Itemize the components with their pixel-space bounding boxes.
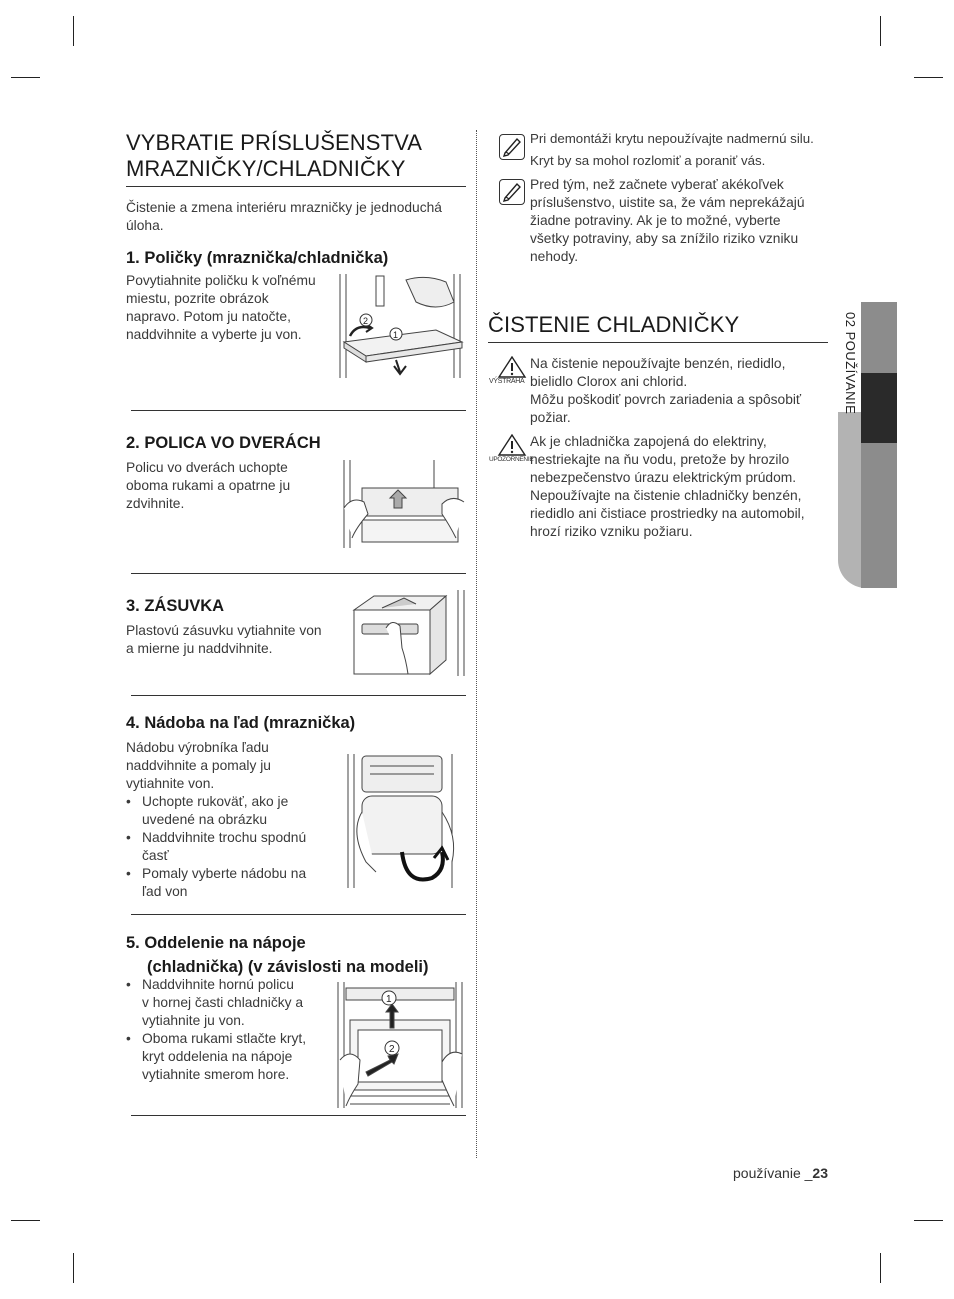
- text-line: nehody.: [530, 249, 579, 264]
- page-title-line2: MRAZNIČKY/CHLADNIČKY: [126, 156, 406, 181]
- text-line: • Naddvihnite trochu spodnú: [142, 830, 307, 845]
- cleaning-title: ČISTENIE CHLADNIČKY: [488, 312, 740, 337]
- caution-text: [530, 433, 830, 541]
- page-title: [126, 130, 422, 182]
- intro-text: [126, 199, 466, 235]
- text-line: v hornej časti chladničky a: [142, 995, 304, 1010]
- text-line: požiar.: [530, 410, 571, 425]
- callout-one: 1: [386, 994, 392, 1005]
- caution-triangle-icon: [497, 434, 527, 456]
- text-line: časť: [142, 848, 169, 863]
- section-rule: [131, 1115, 466, 1116]
- text-line: ľad von: [142, 884, 188, 899]
- text-line: nestriekajte na ňu vodu, pretože by hrozilo: [530, 452, 790, 467]
- text-line: • Uchopte rukoväť, ako je: [142, 794, 289, 809]
- note-pencil-icon: [499, 179, 525, 205]
- title-rule: [488, 342, 828, 343]
- warning-text: [530, 355, 830, 427]
- text-line: vytiahnite von.: [126, 776, 215, 791]
- section-3-text: [126, 622, 341, 658]
- text-line: a mierne ju naddvihnite.: [126, 641, 273, 656]
- note-pencil-icon: [499, 134, 525, 160]
- text-line: Pri demontáži krytu nepoužívajte nadmernú silu.: [530, 131, 814, 146]
- page-number: 23: [812, 1165, 828, 1181]
- beverage-compartment-illustration: [336, 980, 466, 1110]
- section-4-bullet: [126, 829, 341, 865]
- callout-two: 2: [363, 316, 369, 326]
- crop-mark: [11, 77, 40, 78]
- callout-two: 2: [389, 1044, 395, 1055]
- text-line: Na čistenie nepoužívajte benzén, riedidlo,: [530, 356, 786, 371]
- side-tab-label: 02 POUŽÍVANIE: [843, 312, 858, 415]
- section-4-bullet: [126, 793, 341, 829]
- intro-line: Čistenie a zmena interiéru mrazničky je jednoduchá: [126, 200, 442, 215]
- section-4-text: [126, 739, 341, 793]
- title-rule: [126, 186, 466, 187]
- footer-label: používanie _: [733, 1165, 813, 1181]
- heading-line: (chladnička) (v závislosti na modeli): [147, 958, 429, 976]
- text-line: riedidlo ani čistiace prostriedky na automobil,: [530, 506, 805, 521]
- ice-bin-illustration: [346, 752, 466, 890]
- text-line: Povytiahnite poličku k voľnému: [126, 273, 316, 288]
- section-5-bullet: [126, 976, 341, 1030]
- text-line: všetky potraviny, aby sa znížilo riziko vzniku: [530, 231, 799, 246]
- section-rule: [131, 410, 466, 411]
- text-line: Ak je chladnička zapojená do elektriny,: [530, 434, 767, 449]
- note-1-text: [530, 130, 830, 170]
- section-4-bullet: [126, 865, 341, 901]
- text-line: nebezpečenstvo úrazu elektrickým prúdom.: [530, 470, 797, 485]
- text-line: vytiahnite ju von.: [142, 1013, 245, 1028]
- text-line: žiadne potraviny. Ak je to možné, vyberte: [530, 213, 781, 228]
- page-title-line1: VYBRATIE PRÍSLUŠENSTVA: [126, 130, 423, 155]
- text-line: naddvihnite a pomaly ju: [126, 758, 271, 773]
- text-line: • Pomaly vyberte nádobu na: [142, 866, 307, 881]
- text-line: miestu, pozrite obrázok: [126, 291, 269, 306]
- shelf-removal-illustration: [336, 272, 466, 380]
- text-line: • Naddvihnite hornú policu: [142, 977, 294, 992]
- section-2-heading: 2. POLICA VO DVERÁCH: [126, 434, 321, 452]
- section-3-heading: 3. ZÁSUVKA: [126, 597, 225, 615]
- drawer-illustration: [346, 588, 466, 678]
- door-shelf-illustration: [338, 458, 466, 550]
- section-4-heading: 4. Nádoba na ľad (mraznička): [126, 714, 356, 732]
- warning-label: VÝSTRAHA: [489, 378, 525, 385]
- page-footer: [733, 1165, 828, 1181]
- crop-mark: [914, 77, 943, 78]
- text-line: • Oboma rukami stlačte kryt,: [142, 1031, 307, 1046]
- section-1-text: [126, 272, 341, 344]
- column-divider: [476, 130, 477, 1158]
- crop-mark: [73, 1253, 74, 1283]
- text-line: Pred tým, než začnete vyberať akékoľvek: [530, 177, 784, 192]
- crop-mark: [11, 1220, 40, 1221]
- text-line: príslušenstvo, uistite sa, že vám neprekážajú: [530, 195, 805, 210]
- section-5-heading: [126, 931, 471, 979]
- intro-line: úloha.: [126, 218, 164, 233]
- text-line: Policu vo dverách uchopte: [126, 460, 288, 475]
- warning-triangle-icon: [497, 356, 527, 378]
- section-rule: [131, 573, 466, 574]
- crop-mark: [73, 16, 74, 46]
- crop-mark: [880, 16, 881, 46]
- section-2-text: [126, 459, 341, 513]
- crop-mark: [880, 1253, 881, 1283]
- side-tab-band: [861, 302, 897, 588]
- text-line: naddvihnite a vyberte ju von.: [126, 327, 302, 342]
- section-rule: [131, 695, 466, 696]
- callout-one: 1: [393, 330, 399, 340]
- section-5-bullet: [126, 1030, 341, 1084]
- text-line: Kryt by sa mohol rozlomiť a poraniť vás.: [530, 153, 766, 168]
- section-1-heading: 1. Poličky (mraznička/chladnička): [126, 249, 389, 267]
- heading-line: 5. Oddelenie na nápoje: [126, 934, 306, 952]
- text-line: bielidlo Clorox ani chlorid.: [530, 374, 688, 389]
- text-line: hrozí riziko vzniku požiaru.: [530, 524, 693, 539]
- text-line: napravo. Potom ju natočte,: [126, 309, 291, 324]
- text-line: oboma rukami a opatrne ju: [126, 478, 291, 493]
- text-line: Nádobu výrobníka ľadu: [126, 740, 269, 755]
- caution-label: UPOZORNENIE: [489, 456, 534, 463]
- note-2-text: [530, 176, 830, 266]
- side-tab-marker: [861, 373, 897, 443]
- text-line: uvedené na obrázku: [142, 812, 268, 827]
- text-line: Plastovú zásuvku vytiahnite von: [126, 623, 322, 638]
- text-line: Môžu poškodiť povrch zariadenia a spôsobiť: [530, 392, 802, 407]
- text-line: zdvihnite.: [126, 496, 185, 511]
- text-line: Nepoužívajte na čistenie chladničky benzén,: [530, 488, 802, 503]
- text-line: vytiahnite smerom hore.: [142, 1067, 290, 1082]
- section-rule: [131, 914, 466, 915]
- text-line: kryt oddelenia na nápoje: [142, 1049, 293, 1064]
- crop-mark: [914, 1220, 943, 1221]
